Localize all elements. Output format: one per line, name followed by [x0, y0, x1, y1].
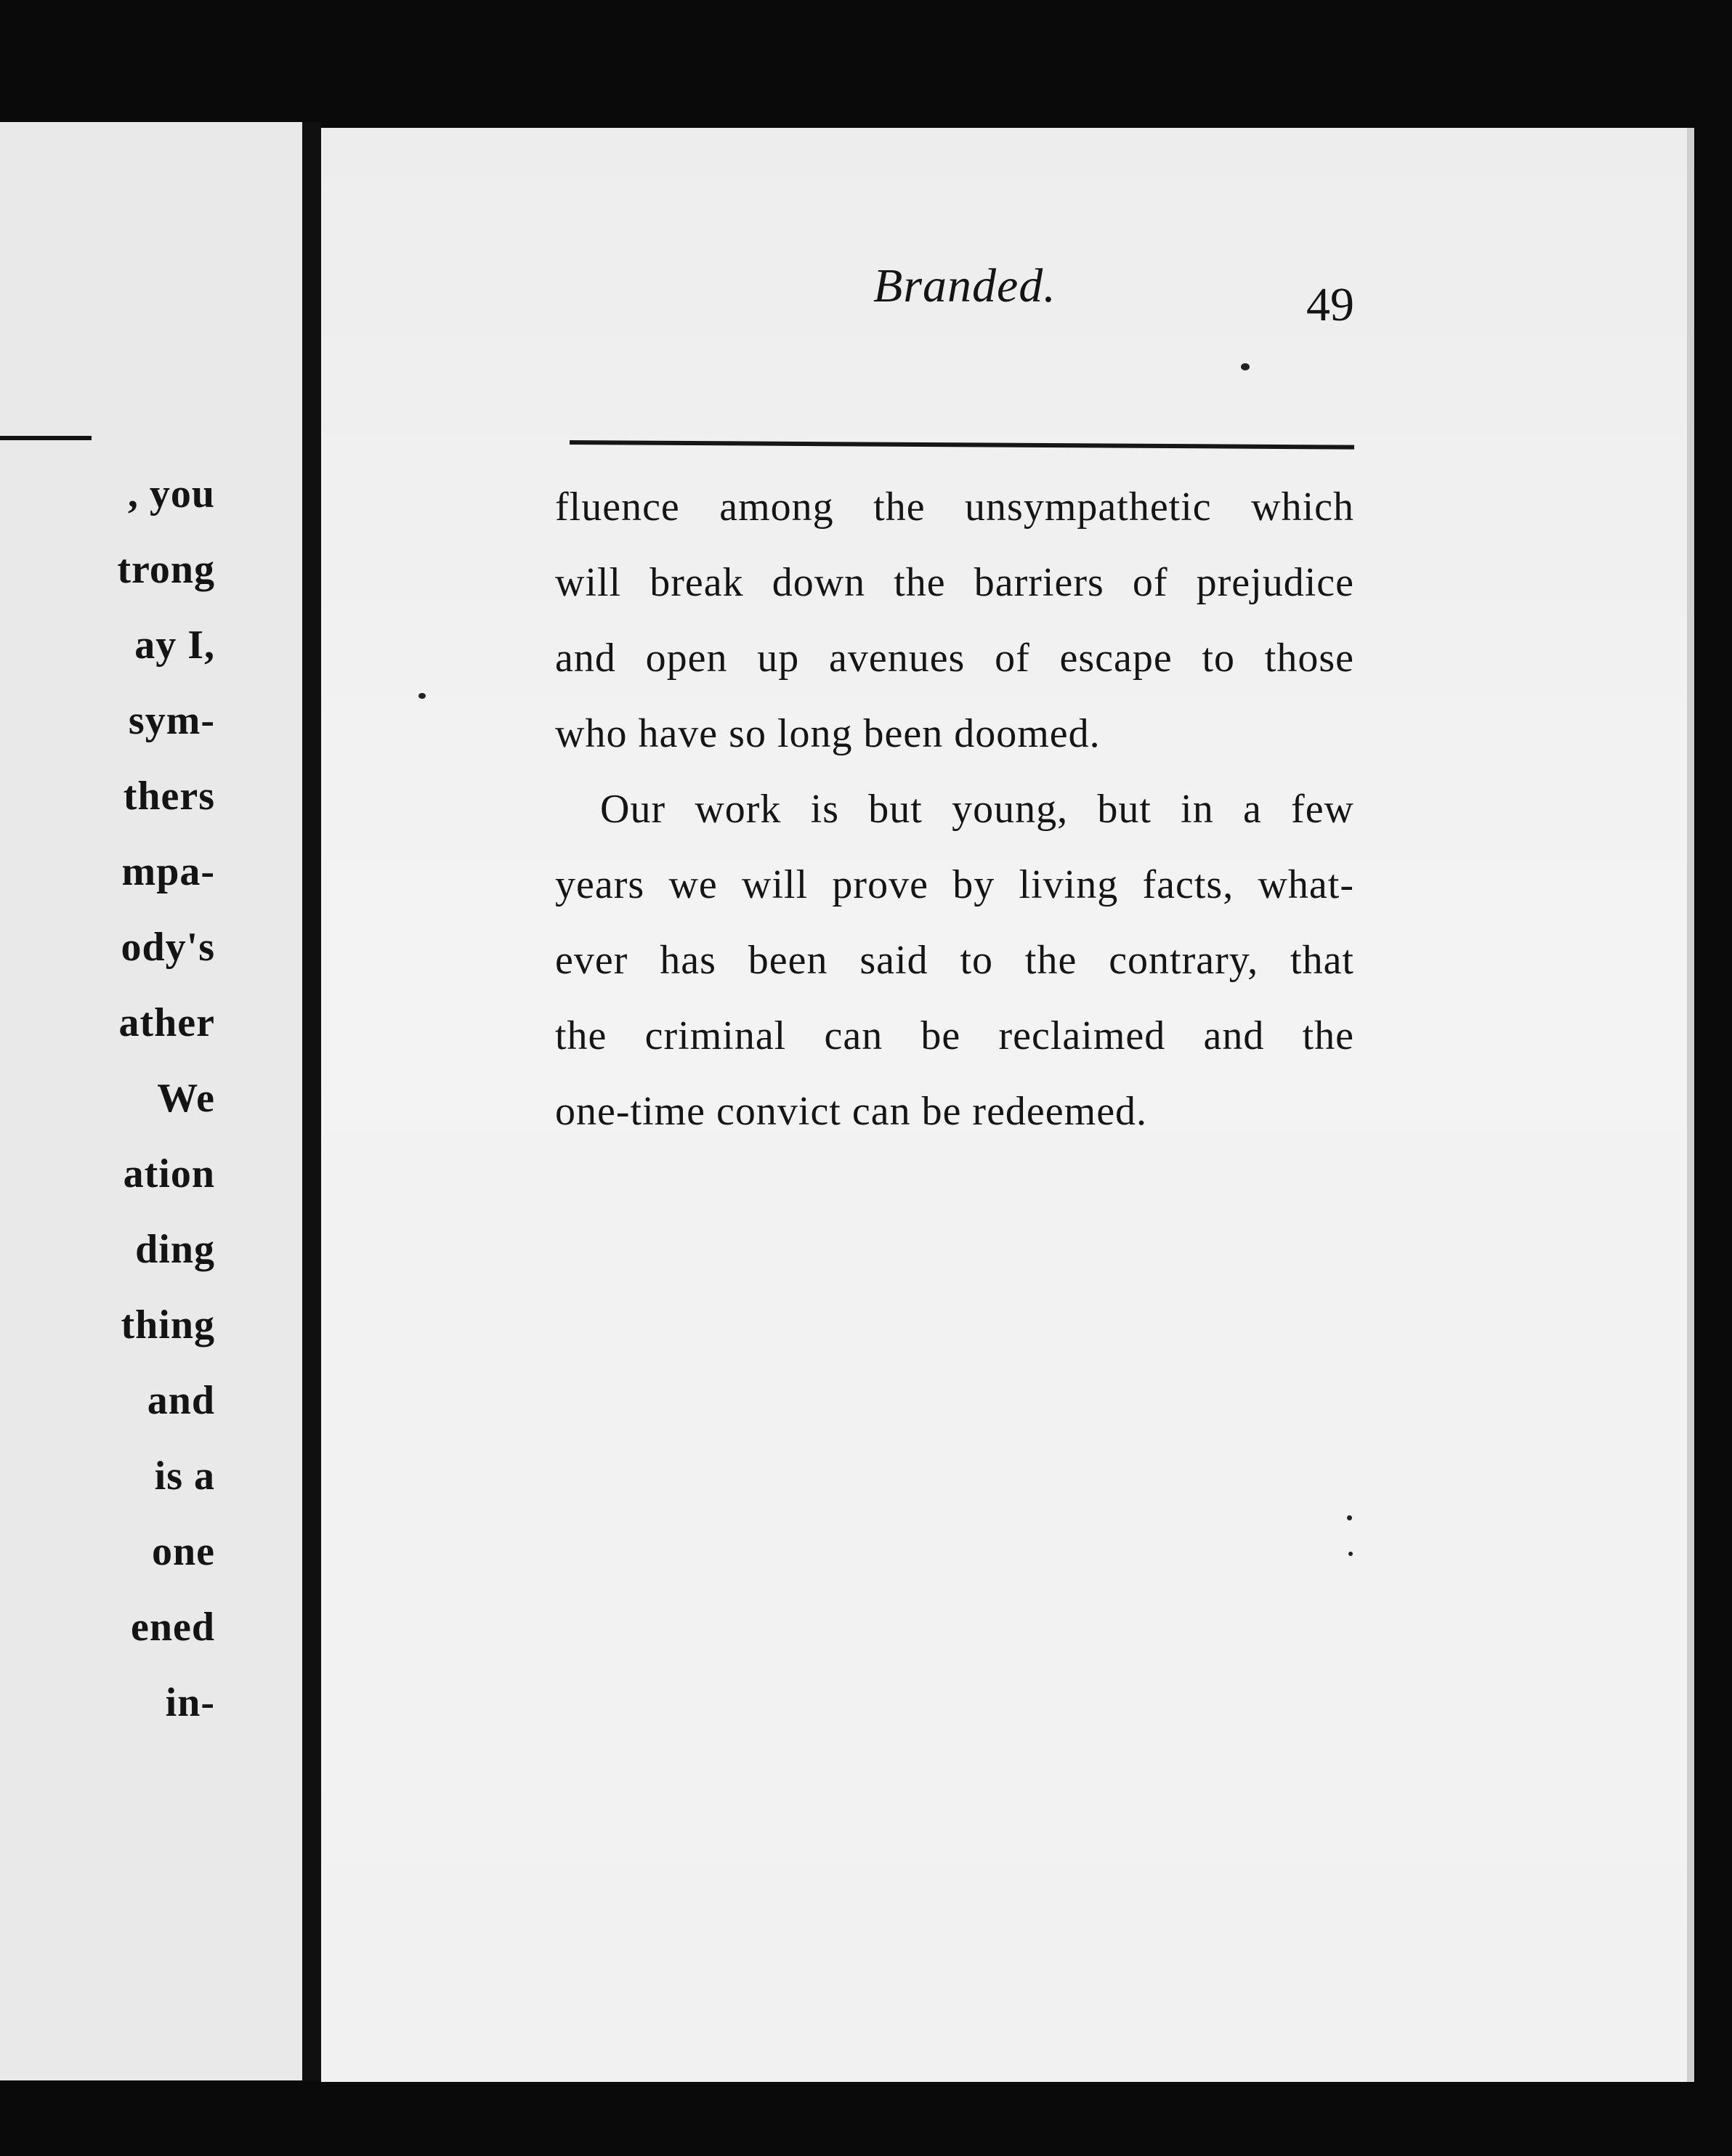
scan-speck	[418, 693, 426, 699]
text-line: ever has been said to the contrary, that	[555, 938, 1354, 983]
book-gutter	[302, 122, 321, 2080]
left-line-fragment: trong	[117, 547, 215, 592]
running-title: Branded.	[873, 259, 1056, 312]
text-line: the criminal can be reclaimed and the	[555, 1013, 1354, 1058]
left-line-fragment: sym-	[128, 698, 215, 743]
text-line: one-time convict can be redeemed.	[555, 1089, 1148, 1134]
text-line: Our work is but young, but in a few	[600, 787, 1354, 832]
left-line-fragment: ation	[123, 1151, 215, 1196]
text-line: fluence among the unsympathetic which	[555, 485, 1354, 530]
scan-speck	[1347, 1515, 1352, 1520]
left-line-fragment: in-	[165, 1680, 215, 1725]
left-line-fragment: , you	[127, 471, 215, 516]
left-line-fragment: ody's	[121, 925, 215, 970]
scan-speck	[1241, 363, 1250, 370]
left-line-fragment: ay I,	[134, 623, 215, 668]
header-rule	[570, 440, 1354, 450]
left-page-fragment	[0, 122, 307, 2080]
page-number: 49	[1306, 278, 1354, 331]
left-line-fragment: ened	[131, 1605, 215, 1650]
left-line-fragment: thers	[123, 774, 215, 819]
left-line-fragment: ather	[118, 1000, 215, 1045]
body-text	[555, 469, 1354, 1149]
left-line-fragment: one	[152, 1529, 215, 1574]
left-line-fragment: ding	[135, 1227, 215, 1272]
text-line: years we will prove by living facts, what-	[555, 862, 1354, 907]
scan-speck	[1348, 1552, 1353, 1556]
text-line: will break down the barriers of prejudice	[555, 560, 1354, 605]
left-page-header-rule	[0, 436, 92, 440]
right-page	[321, 128, 1687, 2082]
left-line-fragment: and	[147, 1378, 215, 1423]
page-edge	[1687, 128, 1694, 2082]
left-line-fragment: is a	[154, 1454, 215, 1499]
text-line: and open up avenues of escape to those	[555, 636, 1354, 681]
left-line-fragment: We	[157, 1076, 215, 1121]
left-line-fragment: mpa-	[121, 849, 215, 894]
text-line: who have so long been doomed.	[555, 711, 1101, 756]
left-line-fragment: thing	[121, 1302, 215, 1348]
